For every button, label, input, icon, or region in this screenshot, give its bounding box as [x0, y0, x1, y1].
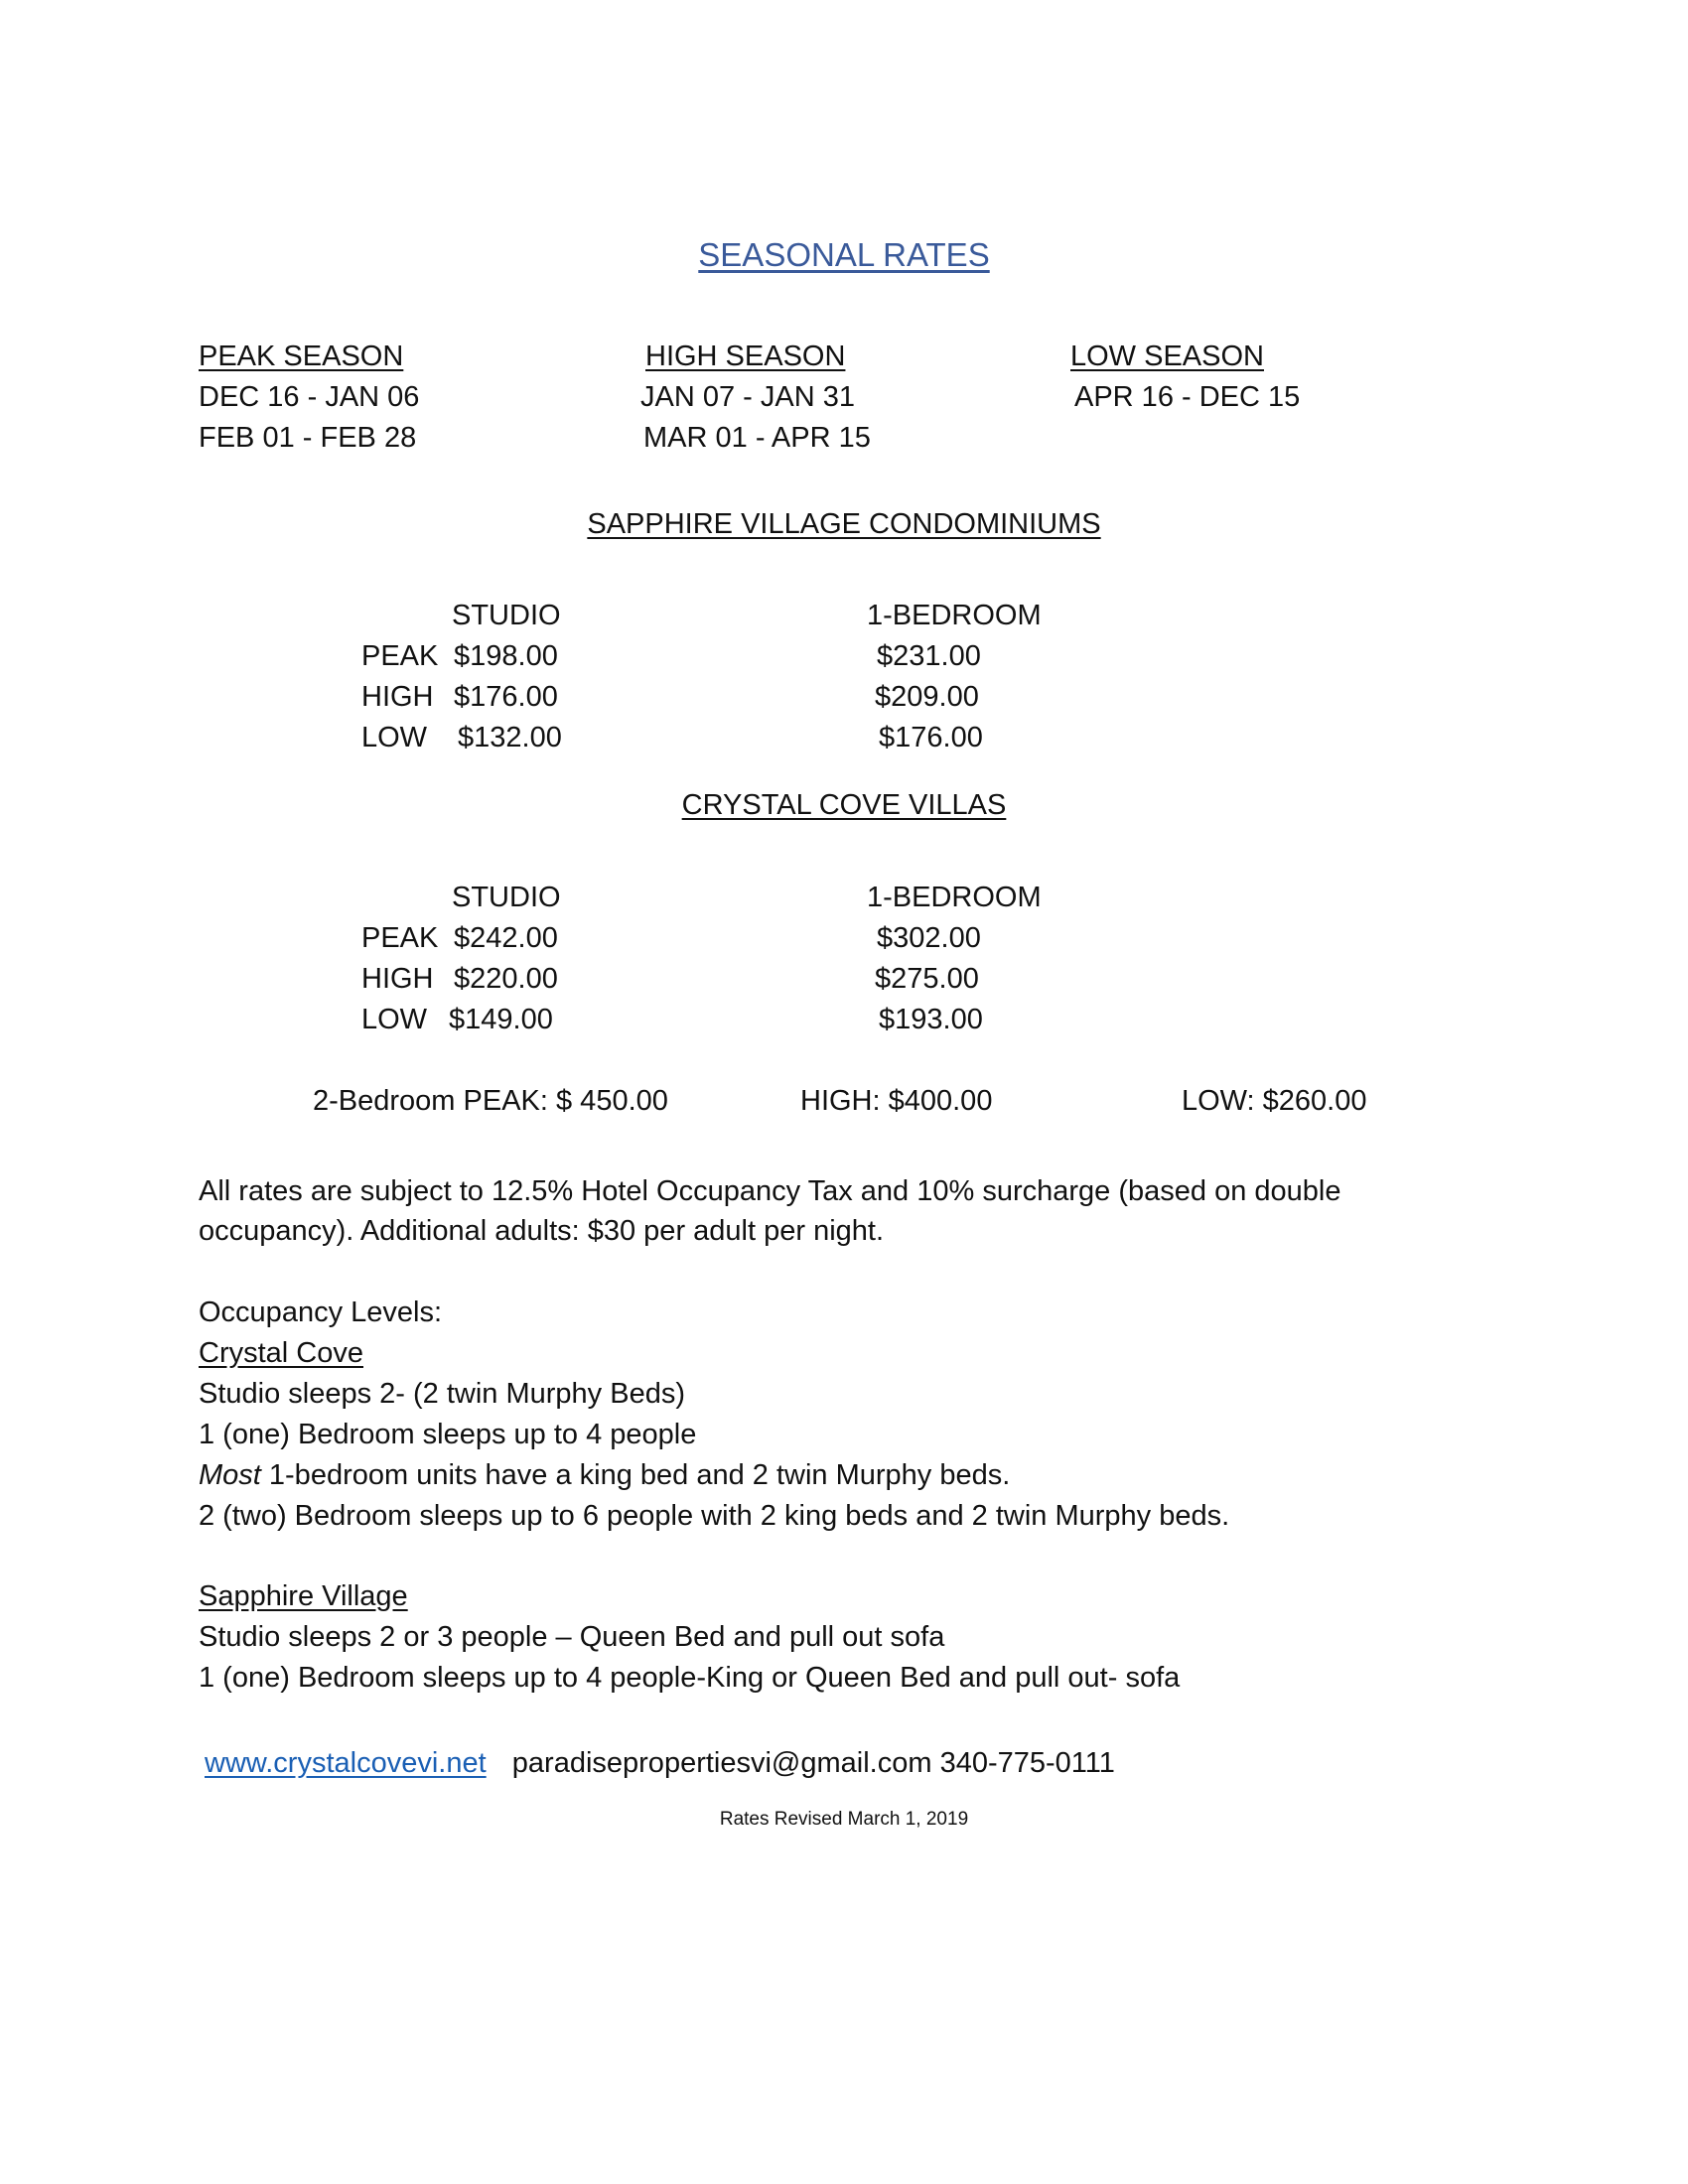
sapphire-onebed-rate: $231.00 [877, 640, 981, 672]
crystal-studio-rate: $242.00 [454, 922, 558, 954]
sapphire-studio-header: STUDIO [452, 600, 561, 631]
page-title: SEASONAL RATES [698, 236, 990, 273]
revised-date: Rates Revised March 1, 2019 [719, 1809, 969, 1830]
most-rest-text: 1-bedroom units have a king bed and 2 twin Murphy beds. [260, 1459, 1011, 1491]
peak-season-range-2: FEB 01 - FEB 28 [199, 422, 417, 454]
crystal-onebed-rate: $302.00 [877, 922, 981, 954]
crystal-cove-occupancy-heading: Crystal Cove [199, 1337, 363, 1369]
sapphire-studio-rate: $198.00 [454, 640, 558, 672]
occupancy-heading: Occupancy Levels: [199, 1297, 443, 1328]
crystal-row-label: HIGH [361, 963, 434, 995]
two-bedroom-low-rate: LOW: $260.00 [1182, 1085, 1367, 1117]
sapphire-onebed-occupancy: 1 (one) Bedroom sleeps up to 4 people-King or Queen Bed and pull out- sofa [199, 1662, 1181, 1694]
sapphire-studio-occupancy: Studio sleeps 2 or 3 people – Queen Bed and pull out sofa [199, 1621, 945, 1653]
peak-season-range-1: DEC 16 - JAN 06 [199, 381, 420, 413]
website-link[interactable]: www.crystalcovevi.net [205, 1747, 487, 1779]
sapphire-studio-rate: $176.00 [454, 681, 558, 713]
two-bedroom-peak-rate: 2-Bedroom PEAK: $ 450.00 [313, 1085, 668, 1117]
sapphire-row-label: PEAK [361, 640, 439, 672]
crystal-onebed-rate: $275.00 [875, 963, 979, 995]
high-season-range-1: JAN 07 - JAN 31 [640, 381, 855, 413]
crystal-studio-header: STUDIO [452, 882, 561, 913]
email-address: paradisepropertiesvi@gmail.com [511, 1747, 932, 1779]
high-season-heading: HIGH SEASON [645, 341, 846, 372]
crystal-studio-occupancy: Studio sleeps 2- (2 twin Murphy Beds) [199, 1378, 685, 1410]
phone-number: 340-775-0111 [939, 1747, 1115, 1779]
sapphire-row-label: LOW [361, 722, 428, 753]
sapphire-row-label: HIGH [361, 681, 434, 713]
two-bedroom-high-rate: HIGH: $400.00 [800, 1085, 993, 1117]
tax-note: All rates are subject to 12.5% Hotel Occupancy Tax and 10% surcharge (based on double occupancy). Additional adults: $30 per adult per night. [199, 1175, 1341, 1247]
peak-season-heading: PEAK SEASON [199, 341, 404, 372]
sapphire-onebed-header: 1-BEDROOM [867, 600, 1042, 631]
crystal-onebed-occupancy: 1 (one) Bedroom sleeps up to 4 people [199, 1419, 697, 1450]
crystal-twobed-occupancy: 2 (two) Bedroom sleeps up to 6 people with 2 king beds and 2 twin Murphy beds. [199, 1500, 1230, 1532]
most-emphasis: Most [199, 1459, 261, 1491]
sapphire-occupancy-heading: Sapphire Village [199, 1580, 408, 1612]
contact-line [205, 1749, 1115, 1778]
crystal-studio-rate: $149.00 [449, 1004, 553, 1035]
low-season-heading: LOW SEASON [1070, 341, 1264, 372]
sapphire-onebed-rate: $209.00 [875, 681, 979, 713]
crystal-heading: CRYSTAL COVE VILLAS [681, 789, 1007, 821]
sapphire-onebed-rate: $176.00 [879, 722, 983, 753]
sapphire-heading: SAPPHIRE VILLAGE CONDOMINIUMS [587, 508, 1101, 540]
sapphire-studio-rate: $132.00 [458, 722, 562, 753]
crystal-onebed-beds-note [199, 1461, 1010, 1490]
crystal-onebed-rate: $193.00 [879, 1004, 983, 1035]
crystal-onebed-header: 1-BEDROOM [867, 882, 1042, 913]
crystal-row-label: PEAK [361, 922, 439, 954]
crystal-studio-rate: $220.00 [454, 963, 558, 995]
low-season-range-1: APR 16 - DEC 15 [1074, 381, 1301, 413]
high-season-range-2: MAR 01 - APR 15 [643, 422, 871, 454]
crystal-row-label: LOW [361, 1004, 428, 1035]
